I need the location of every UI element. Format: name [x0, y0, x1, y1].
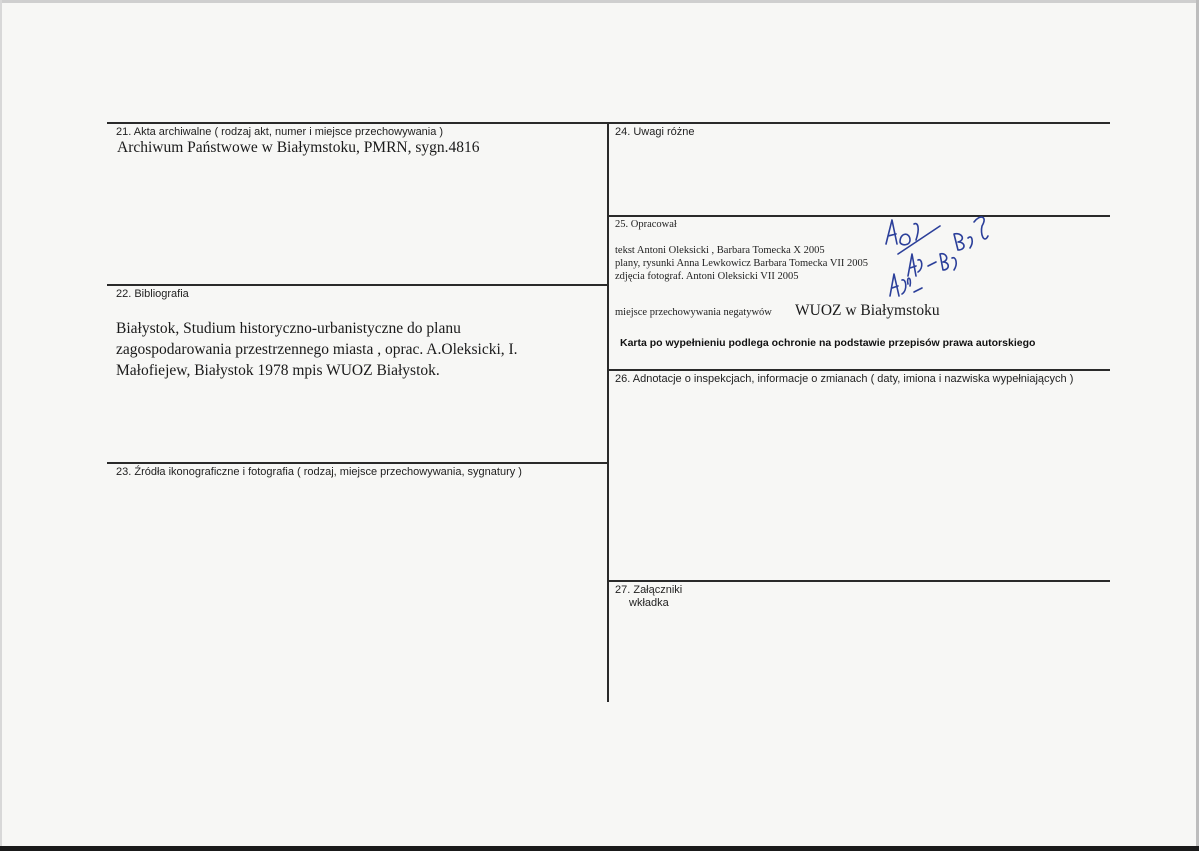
rule-top-right [609, 122, 1110, 124]
handwritten-signatures [870, 210, 1000, 300]
scan-edge-top [0, 0, 1199, 3]
negatives-location-label: miejsce przechowywania negatywów [615, 307, 772, 318]
rule-center-vertical [607, 122, 609, 702]
author-plans-line: plany, rysunki Anna Lewkowicz Barbara Tomecka VII 2005 [615, 258, 869, 269]
author-photos-line: zdjęcia fotograf. Antoni Oleksicki VII 2005 [615, 271, 799, 282]
rule-section-25 [609, 215, 1110, 217]
section-24-label: 24. Uwagi różne [615, 126, 695, 138]
negatives-location-value: WUOZ w Białymstoku [795, 302, 940, 319]
bibliography-line-2: zagospodarowania przestrzennego miasta , oprac. A.Oleksicki, I. [116, 341, 518, 358]
scan-edge-left [0, 0, 2, 851]
author-text-line: tekst Antoni Oleksicki , Barbara Tomecka X 2005 [615, 245, 825, 256]
section-21-label: 21. Akta archiwalne ( rodzaj akt, numer i miejsce przechowywania ) [116, 126, 444, 138]
scan-edge-bottom [0, 846, 1199, 851]
section-27-label: 27. Załączniki [615, 584, 683, 596]
section-22-label: 22. Bibliografia [116, 288, 189, 300]
section-25-label: 25. Opracował [615, 219, 677, 230]
section-21-value: Archiwum Państwowe w Białymstoku, PMRN, sygn.4816 [117, 139, 480, 156]
rule-section-26 [609, 369, 1110, 371]
rule-section-23 [107, 462, 609, 464]
section-27-value: wkładka [629, 597, 669, 609]
rule-section-27 [609, 580, 1110, 582]
section-23-label: 23. Źródła ikonograficzne i fotografia ( rodzaj, miejsce przechowywania, sygnatury ) [116, 466, 522, 478]
rule-section-22 [107, 284, 609, 286]
copyright-note: Karta po wypełnieniu podlega ochronie na podstawie przepisów prawa autorskiego [620, 337, 1036, 349]
section-22-bibliography [116, 318, 601, 381]
section-26-label: 26. Adnotacje o inspekcjach, informacje o zmianach ( daty, imiona i nazwiska wypełniających ) [615, 373, 1074, 385]
bibliography-line-1: Białystok, Studium historyczno-urbanistyczne do planu [116, 320, 461, 337]
rule-top-left [107, 122, 609, 124]
bibliography-line-3: Małofiejew, Białystok 1978 mpis WUOZ Białystok. [116, 362, 440, 379]
